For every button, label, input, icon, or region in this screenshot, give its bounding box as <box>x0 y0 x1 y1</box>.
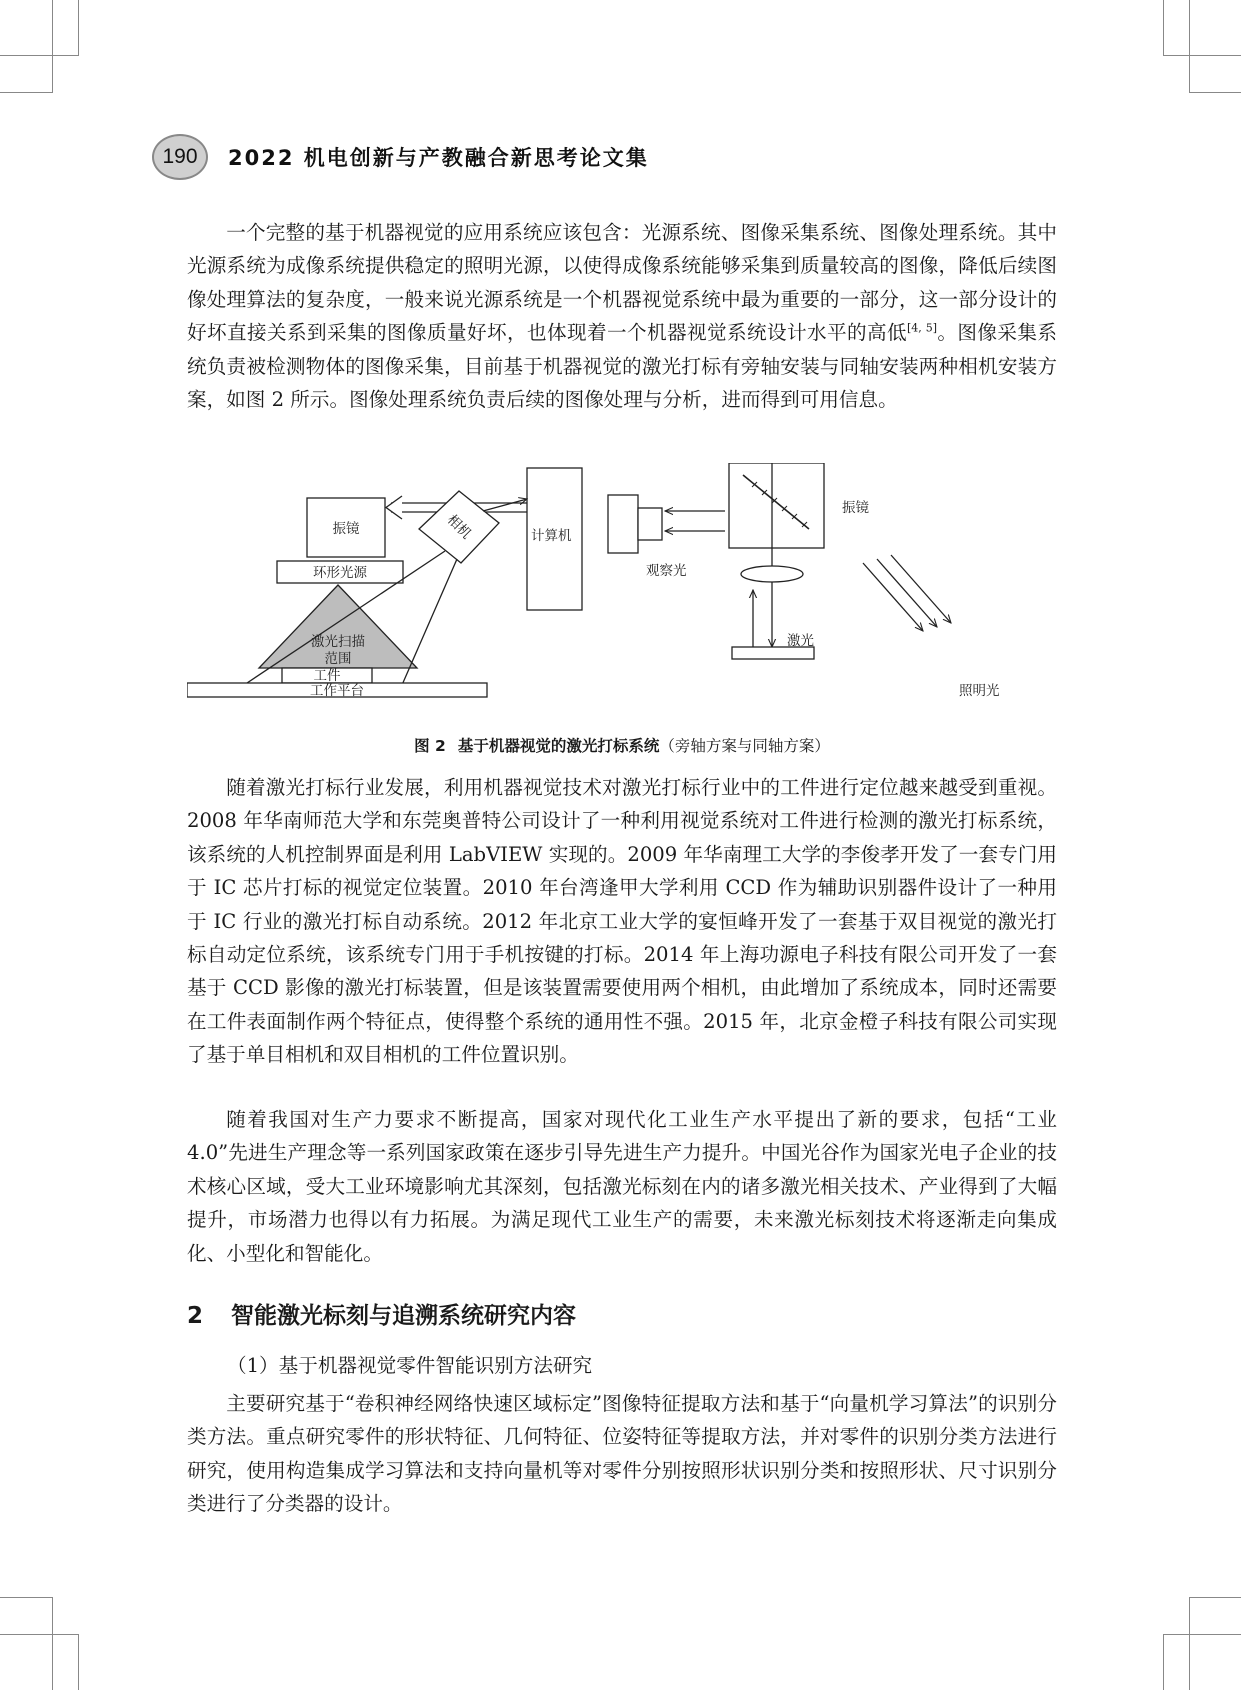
label-scan-range-2: 范围 <box>324 651 352 667</box>
paragraph-3: 随着我国对生产力要求不断提高，国家对现代化工业生产水平提出了新的要求，包括“工业 4.0”先进生产理念等一系列国家政策在逐步引导先进生产力提升。中国光谷作为国家光电子企业的技术核心区域，受大工业环境影响尤其深刻，包括激光标刻在内的诸多激光相关技术、产业得到了大幅提升，市场潜力也得以有力拓展。为满足现代工业生产的需要，未来激光标刻技术将逐渐走向集成化、小型化和智能化。 <box>187 1108 1057 1265</box>
label-galvo-right: 振镜 <box>842 500 869 516</box>
paragraph-1 <box>187 216 1057 416</box>
caption-label: 图 2 <box>414 737 446 755</box>
caption-note: （旁轴方案与同轴方案） <box>659 737 830 755</box>
running-header <box>152 134 649 180</box>
crop-mark <box>78 0 79 56</box>
crop-mark <box>0 1634 78 1635</box>
illumination-arrow <box>891 555 951 623</box>
page-number: 190 <box>152 134 208 180</box>
citation: [4, 5] <box>907 321 937 335</box>
camera-lens <box>638 508 662 540</box>
crop-mark <box>52 0 53 93</box>
illumination-arrow <box>863 563 923 631</box>
crop-mark <box>1163 55 1241 56</box>
caption-title: 基于机器视觉的激光打标系统 <box>457 737 660 755</box>
label-observation-light: 观察光 <box>646 563 687 579</box>
label-illumination: 照明光 <box>959 683 1000 699</box>
signal-arrow-head <box>386 496 402 519</box>
paragraph-4: 主要研究基于“卷积神经网络快速区域标定”图像特征提取方法和基于“向量机学习算法”的识别分类方法。重点研究零件的形状特征、几何特征、位姿特征等提取方法，并对零件的识别分类方法进行研究，使用构造集成学习算法和支持向量机等对零件分别按照形状识别分类和按照形状、尺寸识别分类进行了分类器的设计。 <box>187 1392 1057 1516</box>
section-number: 2 <box>187 1303 204 1329</box>
camera-view-line <box>402 559 457 685</box>
crop-mark <box>1163 1634 1241 1635</box>
label-laser: 激光 <box>787 633 814 649</box>
crop-mark <box>78 1634 79 1690</box>
lens <box>741 566 803 582</box>
crop-mark <box>1163 1634 1164 1690</box>
crop-mark <box>1189 1597 1241 1598</box>
label-platform: 工作平台 <box>310 683 364 699</box>
paragraph-1-text-b: 。图像采集系统负责被检测物体的图像采集，目前基于机器视觉的激光打标有旁轴安装与同轴安装两种相机安装方案，如图 2 所示。图像处理系统负责后续的图像处理与分析，进而得到可用信息。 <box>187 321 1058 412</box>
paragraph-2: 随着激光打标行业发展，利用机器视觉技术对激光打标行业中的工件进行定位越来越受到重视。2008 年华南师范大学和东莞奥普特公司设计了一种利用视觉系统对工件进行检测的激光打标系统，该系统的人机控制界面是利用 LabVIEW 实现的。2009 年华南理工大学的李俊孝开发了一套专门用于 IC 芯片打标的视觉定位装置。2010 年台湾逢甲大学利用 CCD 作为辅助识别器件设计了一种用于 IC 行业的激光打标自动系统。2012 年北京工业大学的宴恒峰开发了一套基于双目视觉的激光打标自动定位系统，该系统专门用于手机按键的打标。2014 年上海功源电子科技有限公司开发了一套基于 CCD 影像的激光打标装置，但是该装置需要使用两个相机，由此增加了系统成本，同时还需要在工件表面制作两个特征点，使得整个系统的通用性不强。2015 年，北京金橙子科技有限公司实现了基于单目相机和双目相机的工件位置识别。 <box>187 776 1057 1067</box>
crop-mark <box>0 1597 52 1598</box>
section-title-text: 智能激光标刻与追溯系统研究内容 <box>231 1303 577 1329</box>
crop-mark <box>1189 92 1241 93</box>
crop-mark <box>0 55 78 56</box>
figure-caption <box>187 734 1057 756</box>
illumination-arrow <box>877 559 937 627</box>
label-galvo: 振镜 <box>332 521 360 537</box>
crop-mark <box>0 92 52 93</box>
camera-link <box>483 499 527 511</box>
label-computer: 计算机 <box>531 528 572 544</box>
label-camera: 相机 <box>443 511 475 543</box>
crop-mark <box>1163 0 1164 56</box>
subsection-heading: （1）基于机器视觉零件智能识别方法研究 <box>227 1354 593 1377</box>
label-workpiece: 工件 <box>313 668 341 684</box>
crop-mark <box>52 1597 53 1690</box>
section-heading <box>187 1297 576 1330</box>
camera-body <box>608 495 638 553</box>
paragraph-1-text-a: 一个完整的基于机器视觉的应用系统应该包含：光源系统、图像采集系统、图像处理系统。其中光源系统为成像系统提供稳定的照明光源，以使得成像系统能够采集到质量较高的图像，降低后续图像处理算法的复杂度，一般来说光源系统是一个机器视觉系统中最为重要的一部分，这一部分设计的好坏直接关系到采集的图像质量好坏，也体现着一个机器视觉系统设计水平的高低 <box>187 221 1057 345</box>
crop-mark <box>1189 1597 1190 1690</box>
label-scan-range-1: 激光扫描 <box>311 634 365 650</box>
crop-mark <box>1189 0 1190 93</box>
figure-2-diagram <box>187 463 1057 728</box>
label-ring-light: 环形光源 <box>313 565 367 581</box>
book-title: 2022 机电创新与产教融合新思考论文集 <box>228 146 649 170</box>
